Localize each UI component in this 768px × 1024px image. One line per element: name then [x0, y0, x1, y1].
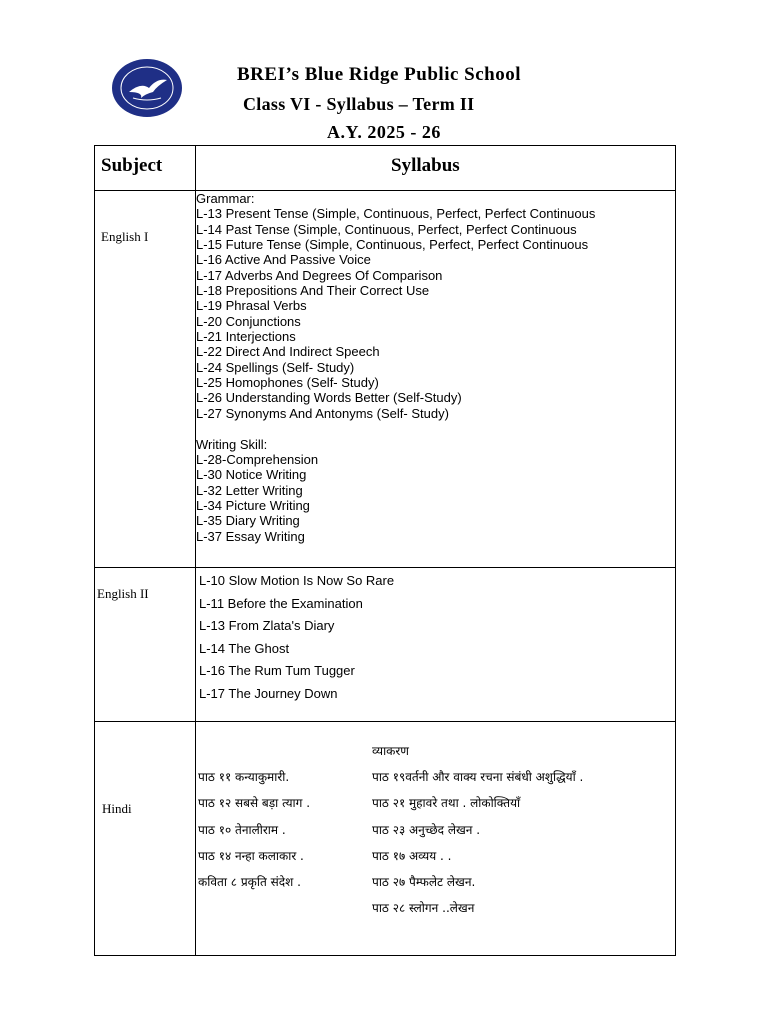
- list-item: L-24 Spellings (Self- Study): [196, 359, 355, 375]
- subject-hindi: Hindi: [102, 801, 132, 816]
- subject-english-2: English II: [97, 586, 149, 601]
- list-item: L-11 Before the Examination: [199, 595, 363, 611]
- school-name: BREI’s Blue Ridge Public School: [237, 64, 522, 85]
- list-item: L-19 Phrasal Verbs: [196, 298, 307, 314]
- list-item: L-32 Letter Writing: [196, 482, 303, 498]
- list-item: L-34 Picture Writing: [196, 497, 310, 513]
- list-item: पाठ २३ अनुच्छेद लेखन .: [372, 822, 481, 837]
- subject-english-1: English I: [101, 229, 149, 244]
- list-item: L-25 Homophones (Self- Study): [196, 375, 379, 391]
- list-item: L-28-Comprehension: [196, 451, 319, 467]
- list-item: L-27 Synonyms And Antonyms (Self- Study): [196, 405, 449, 421]
- subject-header: Subject: [101, 155, 163, 176]
- english-2-syllabus: [199, 570, 394, 706]
- writing-heading: Writing Skill:: [196, 436, 268, 452]
- school-logo: [111, 58, 183, 118]
- list-item: L-22 Direct And Indirect Speech: [196, 344, 380, 360]
- list-item: पाठ २८ स्लोगन ..लेखन: [372, 901, 475, 916]
- hindi-grammar-list: [372, 764, 583, 922]
- syllabus-header: Syllabus: [391, 155, 460, 176]
- row-divider: [94, 567, 676, 568]
- list-item: L-13 Present Tense (Simple, Continuous, Perfect, Perfect Continuous: [196, 206, 596, 222]
- list-item: L-13 From Zlata's Diary: [199, 618, 335, 634]
- list-item: L-35 Diary Writing: [196, 513, 300, 529]
- hindi-grammar-heading: व्याकरण: [372, 744, 409, 758]
- hindi-literature-list: [198, 764, 310, 895]
- list-item: L-37 Essay Writing: [196, 528, 305, 544]
- list-item: कविता ८ प्रकृति संदेश .: [198, 875, 301, 890]
- list-item: पाठ २१ मुहावरे तथा . लोकोक्तियाँ: [372, 796, 521, 811]
- list-item: पाठ २७ पैम्फलेट लेखन.: [372, 875, 476, 890]
- grammar-heading: Grammar:: [196, 191, 255, 206]
- list-item: पाठ १० तेनालीराम .: [198, 822, 286, 837]
- row-divider: [94, 721, 676, 722]
- spacer: [196, 421, 595, 436]
- class-title: Class VI - Syllabus – Term II: [243, 94, 475, 114]
- list-item: पाठ १४ नन्हा कलाकार .: [198, 848, 304, 863]
- list-item: L-21 Interjections: [196, 329, 296, 345]
- list-item: L-16 The Rum Tum Tugger: [199, 663, 355, 679]
- list-item: L-14 Past Tense (Simple, Continuous, Perfect, Perfect Continuous: [196, 221, 577, 237]
- list-item: पाठ १९वर्तनी और वाक्य रचना संबंधी अशुद्धियाँ .: [372, 770, 584, 784]
- list-item: पाठ १७ अव्यय . .: [372, 848, 452, 863]
- list-item: L-30 Notice Writing: [196, 467, 307, 483]
- list-item: L-16 Active And Passive Voice: [196, 252, 371, 268]
- english-1-syllabus: [196, 191, 595, 544]
- list-item: L-17 Adverbs And Degrees Of Comparison: [196, 267, 443, 283]
- list-item: L-20 Conjunctions: [196, 313, 301, 329]
- list-item: L-15 Future Tense (Simple, Continuous, Perfect, Perfect Continuous: [196, 237, 589, 253]
- list-item: पाठ १२ सबसे बड़ा त्याग .: [198, 796, 311, 811]
- list-item: L-14 The Ghost: [199, 640, 290, 656]
- list-item: L-17 The Journey Down: [199, 685, 338, 701]
- list-item: L-10 Slow Motion Is Now So Rare: [199, 573, 395, 588]
- list-item: L-26 Understanding Words Better (Self-Study): [196, 390, 462, 406]
- academic-year: A.Y. 2025 - 26: [327, 122, 441, 142]
- list-item: L-18 Prepositions And Their Correct Use: [196, 283, 430, 299]
- list-item: पाठ ११ कन्याकुमारी.: [198, 770, 290, 784]
